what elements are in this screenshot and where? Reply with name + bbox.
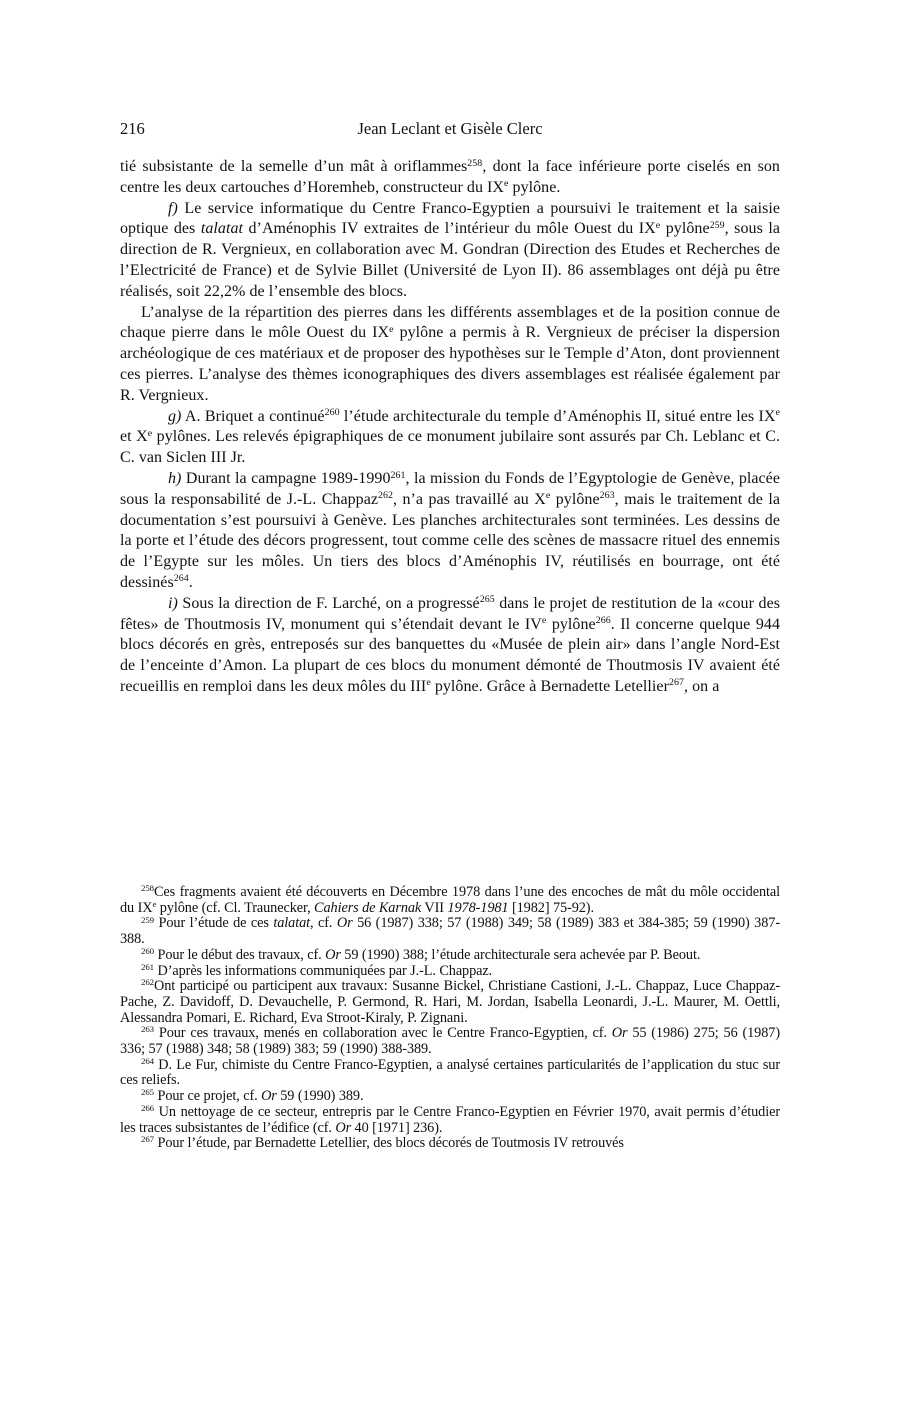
italic-text: f) xyxy=(168,199,178,217)
page-header xyxy=(120,119,780,141)
superscript: 264 xyxy=(173,573,189,585)
italic-text: i) xyxy=(168,594,178,612)
superscript: 262 xyxy=(141,977,154,988)
footnote: $^{260}$ Pour le début des travaux, cf. Or 59 (1990) 388; l’étude architecturale sera achevée par P. Beout. xyxy=(141,945,701,963)
italic-text: talatat xyxy=(273,915,311,932)
superscript: e xyxy=(147,427,153,439)
superscript: 267 xyxy=(668,677,684,689)
paragraph: L’analyse de la répartition des pierres dans les différents assemblages et de la position connue de chaque pierre dans le môle Ouest du IXe pylône a permis à R. Vergnieux de préciser la dispersion archéologique de ces matériaux et de proposer des hypothèses sur le Temple d’Aton, dont proviennent ces pierres. L’analyse des thèmes iconographiques des divers assemblages est réalisée également par R. Vergnieux. xyxy=(120,303,780,404)
superscript: 263 xyxy=(141,1024,154,1035)
footnote: $^{258}$Ces fragments avaient été découverts en Décembre 1978 dans l’une des encoches de mât du môle occidental du IXe pylône (cf. Cl. Traunecker, Cahiers de Karnak VII 1978-1981 [1982] 75-92). xyxy=(120,883,780,916)
footnote: $^{267}$ Pour l’étude, par Bernadette Letellier, des blocs décorés de Toutmosis IV retrouvés xyxy=(141,1134,624,1152)
italic-text: talatat xyxy=(200,220,243,238)
paragraph: f) Le service informatique du Centre Franco-Egyptien a poursuivi le traitement et la saisie optique des talatat d’Aménophis IV extraites de l’intérieur du môle Ouest du IXe pylône$^{259}$, sous la direction de R. Vergnieux, en collaboration avec M. Gondran (Direction des Etudes et Recherches de l’Electricité de France) et de Sylvie Billet (Université de Lyon II). 86 assemblages ont déjà pu être réalisés, soit 22,2% de l’ensemble des blocs. xyxy=(120,199,780,300)
paragraph: tié subsistante de la semelle d’un mât à oriflammes$^{258}$, dont la face inférieure porte ciselés en son centre les deux cartouches d’Horemheb, constructeur du IXe pylône. xyxy=(120,157,780,196)
footnote: $^{264}$ D. Le Fur, chimiste du Centre Franco-Egyptien, a analysé certaines particularités de l’application du stuc sur ces reliefs. xyxy=(120,1055,780,1089)
italic-text: Cahiers de Karnak xyxy=(314,899,422,916)
superscript: 263 xyxy=(599,490,615,502)
superscript: e xyxy=(545,490,551,502)
italic-text: g) xyxy=(168,407,182,425)
italic-text: Or xyxy=(325,946,341,963)
footnote: $^{263}$ Pour ces travaux, menés en collaboration avec le Centre Franco-Egyptien, cf. Or 55 (1986) 275; 56 (1987) 336; 57 (1988) 348; 58 (1989) 383; 59 (1990) 388-389. xyxy=(120,1024,780,1058)
italic-text: Or xyxy=(261,1088,277,1105)
superscript: 258 xyxy=(141,883,154,894)
superscript: 259 xyxy=(709,219,725,231)
superscript: 265 xyxy=(479,594,495,606)
italic-text: Or xyxy=(611,1025,628,1042)
superscript: e xyxy=(775,407,780,419)
superscript: e xyxy=(504,178,509,190)
superscript: 266 xyxy=(595,615,611,627)
superscript: 261 xyxy=(390,469,406,481)
superscript: e xyxy=(389,323,394,335)
page-number: 216 xyxy=(120,119,145,138)
superscript: e xyxy=(426,677,431,689)
paragraph: h) Durant la campagne 1989-1990$^{261}$, la mission du Fonds de l’Egyptologie de Genève, placée sous la responsabilité de J.-L. Chappaz$^{262}$, n’a pas travaillé au Xe pylône$^{263}$, mais le traitement de la documentation s’est poursuivi à Genève. Les planches architecturales sont terminées. Les dessins de la porte et l’étude des décors progressent, tout comme celle des scènes de massacre rituel des ennemis de l’Egypte sur les môles. Un tiers des blocs d’Aménophis IV, réutilisés en bourrage, ont été dessinés$^{264}$. xyxy=(120,469,780,591)
superscript: e xyxy=(655,219,661,231)
superscript: 258 xyxy=(467,157,483,169)
running-title: Jean Leclant et Gisèle Clerc xyxy=(357,119,543,138)
superscript: 265 xyxy=(141,1087,154,1098)
superscript: 259 xyxy=(141,914,154,925)
footnotes xyxy=(120,885,780,1152)
superscript: e xyxy=(152,898,157,909)
superscript: 262 xyxy=(378,490,394,502)
superscript: 260 xyxy=(324,407,340,419)
superscript: 264 xyxy=(141,1055,154,1066)
italic-text: 1978-1981 xyxy=(447,899,509,916)
footnote: $^{259}$ Pour l’étude de ces talatat, cf. Or 56 (1987) 338; 57 (1988) 349; 58 (1989) 383 et 384-385; 59 (1990) 387-388. xyxy=(120,914,780,948)
italic-text: Or xyxy=(336,915,353,932)
footnote: $^{262}$Ont participé ou participent aux travaux: Susanne Bickel, Christiane Castioni, J.-L. Chappaz, Luce Chappaz-Pache, Z. Davidoff, D. Devauchelle, P. Germond, R. Hari, M. Jordan, Isabella Leonardi, J.-L. Maurer, M. Oettli, Alessandra Pomari, E. Richard, Eva Stroot-Kiraly, P. Zignani. xyxy=(120,977,780,1026)
superscript: 267 xyxy=(141,1134,154,1145)
footnote: $^{261}$ D’après les informations communiquées par J.-L. Chappaz. xyxy=(141,961,493,979)
italic-text: h) xyxy=(168,469,182,487)
main-text xyxy=(120,157,780,698)
footnote: $^{266}$ Un nettoyage de ce secteur, entrepris par le Centre Franco-Egyptien en Février 1970, avait permis d’étudier les traces subsistantes de l’édifice (cf. Or 40 [1971] 236). xyxy=(120,1102,780,1136)
italic-text: Or xyxy=(335,1119,352,1136)
footnote: $^{265}$ Pour ce projet, cf. Or 59 (1990) 389. xyxy=(141,1087,364,1105)
paragraph: i) Sous la direction de F. Larché, on a progressé$^{265}$ dans le projet de restitution de la «cour des fêtes» de Thoutmosis IV, monument qui s’étendait devant le IVe pylône$^{266}$. Il concerne quelque 944 blocs décorés en grès, entreposés sur des banquettes du «Musée de plein air» dans l’angle Nord-Est de l’enceinte d’Amon. La plupart de ces blocs du monument démonté de Thoutmosis IV avaient été recueillis en remploi dans les deux môles du IIIe pylône. Grâce à Bernadette Letellier$^{267}$, on a xyxy=(120,594,780,695)
paragraph: g) A. Briquet a continué$^{260}$ l’étude architecturale du temple d’Aménophis II, situé entre les IXe et Xe pylônes. Les relevés épigraphiques de ce monument jubilaire sont assurés par Ch. Leblanc et C. C. van Siclen III Jr. xyxy=(120,407,780,467)
superscript: 260 xyxy=(141,945,154,956)
superscript: e xyxy=(541,615,547,627)
superscript: 261 xyxy=(141,961,154,972)
superscript: 266 xyxy=(141,1102,154,1113)
